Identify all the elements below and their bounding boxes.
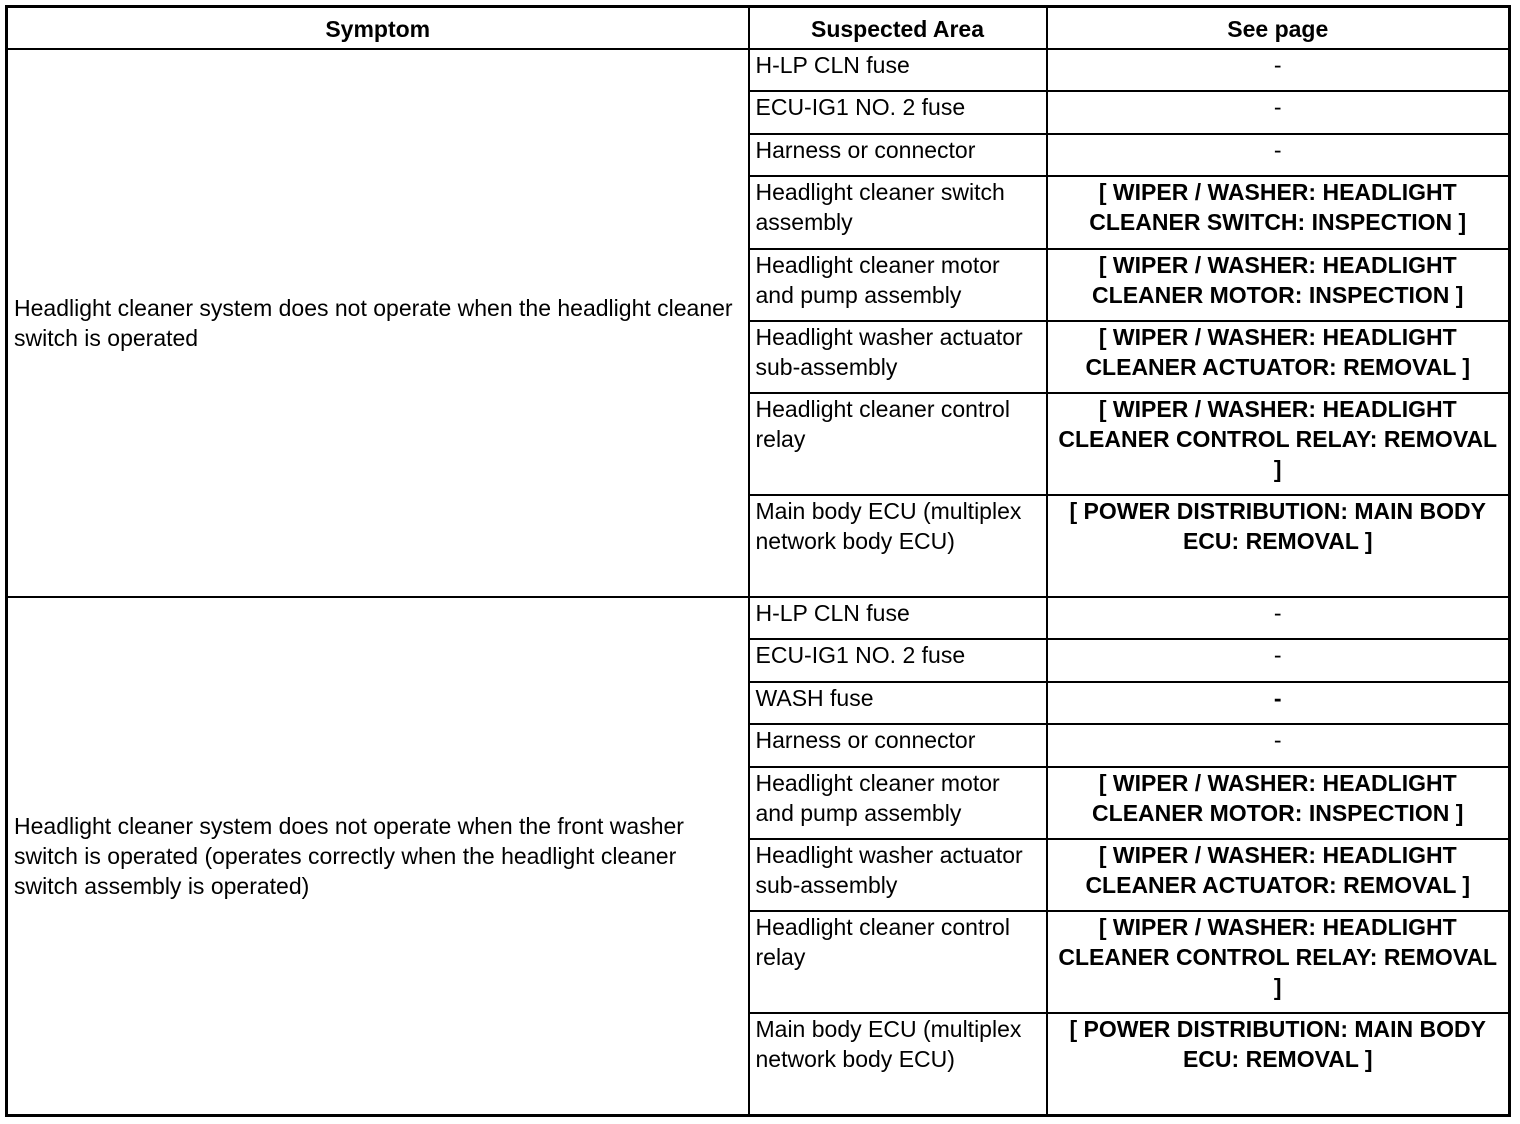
see-page-cell: [ WIPER / WASHER: HEADLIGHT CLEANER ACTUATOR: REMOVAL ] bbox=[1047, 839, 1510, 911]
problem-symptoms-table bbox=[5, 5, 1511, 1117]
suspected-area-cell: Headlight washer actuator sub-assembly bbox=[749, 321, 1047, 393]
suspected-area-cell: H-LP CLN fuse bbox=[749, 49, 1047, 91]
suspected-area-cell: Harness or connector bbox=[749, 134, 1047, 176]
see-page-cell: - bbox=[1047, 682, 1510, 724]
suspected-area-cell: Headlight cleaner control relay bbox=[749, 911, 1047, 1013]
see-page-cell: - bbox=[1047, 597, 1510, 639]
suspected-area-cell: Headlight cleaner motor and pump assembly bbox=[749, 249, 1047, 321]
symptom-cell: Headlight cleaner system does not operate when the front washer switch is operated (operates correctly when the headlight cleaner switch assembly is operated) bbox=[7, 597, 749, 1116]
suspected-area-cell: Harness or connector bbox=[749, 724, 1047, 767]
see-page-cell: [ WIPER / WASHER: HEADLIGHT CLEANER SWITCH: INSPECTION ] bbox=[1047, 176, 1510, 249]
table-row bbox=[7, 49, 1510, 91]
suspected-area-cell: H-LP CLN fuse bbox=[749, 597, 1047, 639]
suspected-area-cell: ECU-IG1 NO. 2 fuse bbox=[749, 91, 1047, 134]
suspected-area-cell: Headlight cleaner control relay bbox=[749, 393, 1047, 495]
header-row bbox=[7, 7, 1510, 49]
see-page-cell: [ WIPER / WASHER: HEADLIGHT CLEANER CONTROL RELAY: REMOVAL ] bbox=[1047, 911, 1510, 1013]
see-page-cell: - bbox=[1047, 49, 1510, 91]
see-page-cell: [ WIPER / WASHER: HEADLIGHT CLEANER CONTROL RELAY: REMOVAL ] bbox=[1047, 393, 1510, 495]
see-page-cell: [ WIPER / WASHER: HEADLIGHT CLEANER MOTOR: INSPECTION ] bbox=[1047, 767, 1510, 839]
see-page-cell: - bbox=[1047, 639, 1510, 682]
see-page-cell: - bbox=[1047, 91, 1510, 134]
suspected-area-cell: Headlight cleaner switch assembly bbox=[749, 176, 1047, 249]
see-page-cell: [ POWER DISTRIBUTION: MAIN BODY ECU: REMOVAL ] bbox=[1047, 1013, 1510, 1115]
suspected-area-cell: ECU-IG1 NO. 2 fuse bbox=[749, 639, 1047, 682]
see-page-cell: [ POWER DISTRIBUTION: MAIN BODY ECU: REMOVAL ] bbox=[1047, 495, 1510, 597]
suspected-area-cell: Main body ECU (multiplex network body ECU) bbox=[749, 1013, 1047, 1115]
table-row bbox=[7, 597, 1510, 639]
suspected-area-cell: Headlight cleaner motor and pump assembly bbox=[749, 767, 1047, 839]
see-page-cell: - bbox=[1047, 724, 1510, 767]
header-symptom: Symptom bbox=[7, 7, 749, 49]
suspected-area-cell: Main body ECU (multiplex network body ECU) bbox=[749, 495, 1047, 597]
see-page-cell: [ WIPER / WASHER: HEADLIGHT CLEANER ACTUATOR: REMOVAL ] bbox=[1047, 321, 1510, 393]
see-page-cell: [ WIPER / WASHER: HEADLIGHT CLEANER MOTOR: INSPECTION ] bbox=[1047, 249, 1510, 321]
header-suspected-area: Suspected Area bbox=[749, 7, 1047, 49]
see-page-cell: - bbox=[1047, 134, 1510, 176]
header-see-page: See page bbox=[1047, 7, 1510, 49]
suspected-area-cell: Headlight washer actuator sub-assembly bbox=[749, 839, 1047, 911]
symptom-cell: Headlight cleaner system does not operate when the headlight cleaner switch is operated bbox=[7, 49, 749, 597]
suspected-area-cell: WASH fuse bbox=[749, 682, 1047, 724]
